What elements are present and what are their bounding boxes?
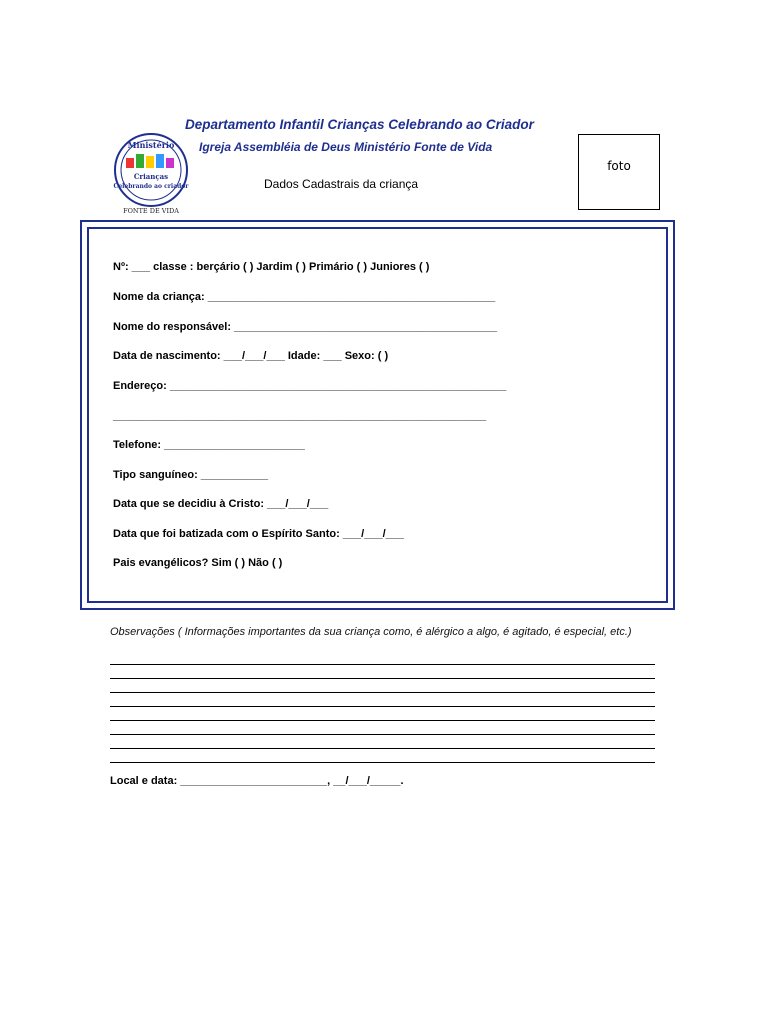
church-logo xyxy=(108,130,194,216)
photo-label: foto xyxy=(607,159,631,173)
observations-label: Observações ( Informações importantes da sua criança como, é alérgico a algo, é agitado, é especial, etc.) xyxy=(110,626,632,638)
field-decision-date[interactable]: Data que se decidiu à Cristo: ___/___/___ xyxy=(113,498,329,510)
photo-box[interactable] xyxy=(578,134,660,210)
observation-line[interactable] xyxy=(110,678,655,679)
logo-child-figure xyxy=(166,158,174,168)
department-title: Departamento Infantil Crianças Celebrando ao Criador xyxy=(185,117,534,132)
field-baptism-date[interactable]: Data que foi batizada com o Espírito Santo: ___/___/___ xyxy=(113,528,404,540)
logo-text-bottom: FONTE DE VIDA xyxy=(123,207,179,215)
field-evangelical-parents[interactable]: Pais evangélicos? Sim ( ) Não ( ) xyxy=(113,557,283,569)
logo-text-top: Ministério xyxy=(127,140,175,150)
form-title: Dados Cadastrais da criança xyxy=(264,177,419,191)
field-number-class[interactable]: Nº: ___ classe : berçário ( ) Jardim ( ) Primário ( ) Juniores ( ) xyxy=(113,261,430,273)
observation-line[interactable] xyxy=(110,720,655,721)
logo-child-figure xyxy=(126,158,134,168)
field-guardian-name[interactable]: Nome do responsável: ___________________________________________ xyxy=(113,321,498,333)
church-name: Igreja Assembléia de Deus Ministério Fonte de Vida xyxy=(199,140,493,154)
field-address-line2[interactable]: _____________________________________________________________ xyxy=(113,410,487,422)
logo-child-figure xyxy=(136,154,144,168)
field-phone[interactable]: Telefone: _______________________ xyxy=(113,439,305,451)
local-and-date[interactable]: Local e data: ________________________, __/___/_____. xyxy=(110,775,404,787)
observation-line[interactable] xyxy=(110,692,655,693)
logo-child-figure xyxy=(146,156,154,168)
field-child-name[interactable]: Nome da criança: _______________________________________________ xyxy=(113,291,496,303)
observation-line[interactable] xyxy=(110,706,655,707)
field-blood-type[interactable]: Tipo sanguíneo: ___________ xyxy=(113,469,269,481)
observation-line[interactable] xyxy=(110,762,655,763)
field-address[interactable]: Endereço: _______________________________________________________ xyxy=(113,380,507,392)
logo-text-middle: Crianças xyxy=(133,172,169,181)
logo-child-figure xyxy=(156,154,164,168)
logo-text-arc: Celebrando ao criador xyxy=(113,183,189,190)
observation-line[interactable] xyxy=(110,748,655,749)
observation-line[interactable] xyxy=(110,664,655,665)
observation-line[interactable] xyxy=(110,734,655,735)
field-birth-age-sex[interactable]: Data de nascimento: ___/___/___ Idade: ___ Sexo: ( ) xyxy=(113,350,389,362)
